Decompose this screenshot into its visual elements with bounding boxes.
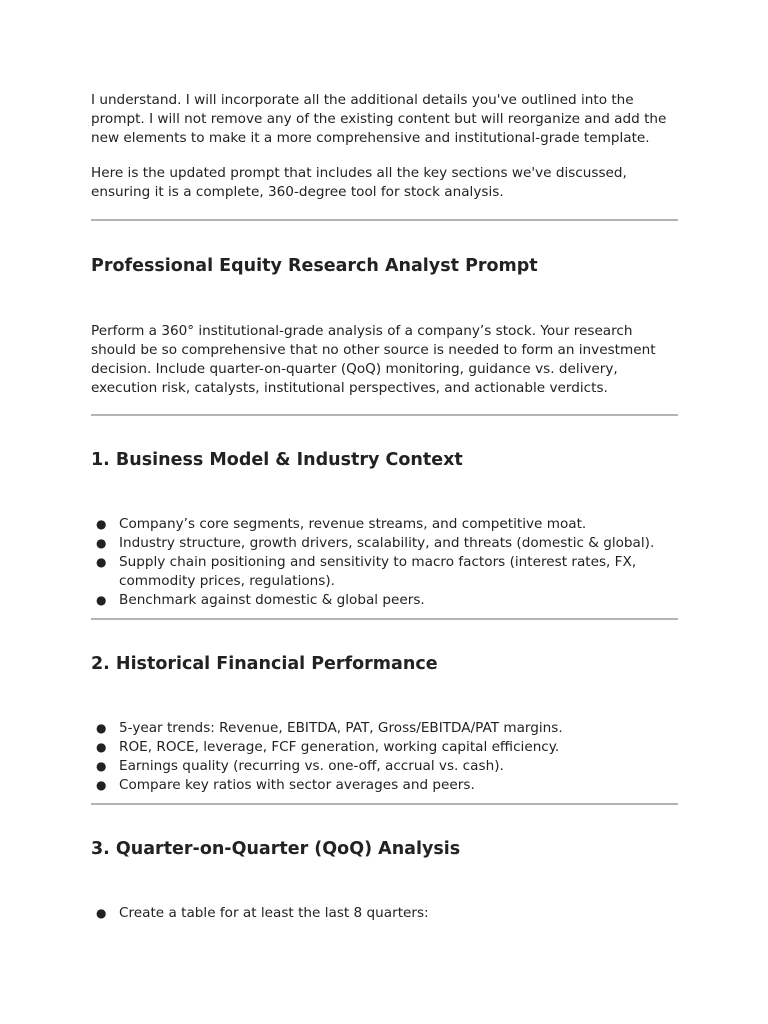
divider bbox=[91, 618, 678, 620]
intro-paragraph-2: Here is the updated prompt that includes all the key sections we've discussed, ensuring it is a complete, 360-degree tool for stock analysis. bbox=[91, 165, 627, 200]
main-title: Professional Equity Research Analyst Prompt bbox=[91, 256, 538, 276]
bullet-icon: ● bbox=[96, 759, 107, 773]
bullet-icon: ● bbox=[96, 593, 107, 607]
section-heading: 2. Historical Financial Performance bbox=[91, 654, 438, 674]
divider bbox=[91, 414, 678, 416]
intro-paragraph-1: I understand. I will incorporate all the additional details you've outlined into the prompt. I will not remove any of the existing content but will reorganize and add the new elements to make it a more comprehensive and institutional-grade template. bbox=[91, 92, 667, 146]
list-item bbox=[91, 904, 678, 923]
section-heading: 3. Quarter-on-Quarter (QoQ) Analysis bbox=[91, 839, 461, 859]
bullet-icon: ● bbox=[96, 721, 107, 735]
list-item-text: ROE, ROCE, leverage, FCF generation, working capital efficiency. bbox=[119, 739, 560, 755]
bullet-icon: ● bbox=[96, 555, 107, 569]
list-item-text: Company’s core segments, revenue streams, and competitive moat. bbox=[119, 516, 587, 532]
bullet-list bbox=[91, 719, 678, 795]
bullet-icon: ● bbox=[96, 778, 107, 792]
document-content bbox=[91, 91, 678, 923]
list-item bbox=[91, 591, 678, 610]
divider bbox=[91, 803, 678, 805]
list-item-text: Supply chain positioning and sensitivity to macro factors (interest rates, FX, commodity prices, regulations). bbox=[119, 554, 637, 589]
list-item-text: Compare key ratios with sector averages and peers. bbox=[119, 777, 475, 793]
main-description: Perform a 360° institutional-grade analysis of a company’s stock. Your research should be so comprehensive that no other source is needed to form an investment decision. Include quarter-on-quarter (QoQ) monitoring, guidance vs. delivery, execution risk, catalysts, institutional perspectives, and actionable verdicts. bbox=[91, 323, 656, 396]
list-item bbox=[91, 776, 678, 795]
list-item bbox=[91, 515, 678, 534]
list-item-text: Benchmark against domestic & global peers. bbox=[119, 592, 425, 608]
list-item-text: Earnings quality (recurring vs. one-off, accrual vs. cash). bbox=[119, 758, 504, 774]
bullet-icon: ● bbox=[96, 906, 107, 920]
bullet-icon: ● bbox=[96, 536, 107, 550]
divider bbox=[91, 219, 678, 221]
list-item bbox=[91, 719, 678, 738]
bullet-icon: ● bbox=[96, 517, 107, 531]
list-item-text: Industry structure, growth drivers, scalability, and threats (domestic & global). bbox=[119, 535, 655, 551]
bullet-list bbox=[91, 904, 678, 923]
bullet-icon: ● bbox=[96, 740, 107, 754]
bullet-list bbox=[91, 515, 678, 610]
list-item-text: Create a table for at least the last 8 quarters: bbox=[119, 905, 429, 921]
list-item bbox=[91, 534, 678, 553]
section-heading: 1. Business Model & Industry Context bbox=[91, 450, 463, 470]
list-item bbox=[91, 553, 678, 591]
list-item-text: 5-year trends: Revenue, EBITDA, PAT, Gross/EBITDA/PAT margins. bbox=[119, 720, 563, 736]
list-item bbox=[91, 738, 678, 757]
list-item bbox=[91, 757, 678, 776]
